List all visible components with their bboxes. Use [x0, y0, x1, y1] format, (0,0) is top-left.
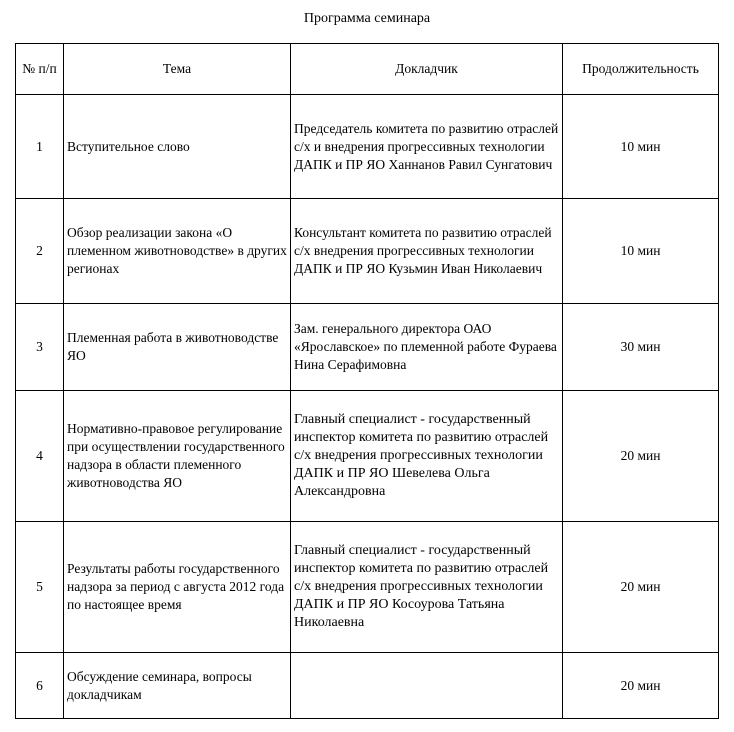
table-row: [16, 304, 719, 391]
header-duration: Продолжительность: [563, 44, 719, 95]
row-speaker: [291, 653, 563, 719]
row-topic: Нормативно-правовое регулирование при осуществлении государственного надзора в области племенного животноводства ЯО: [64, 391, 291, 522]
row-num: 3: [16, 304, 64, 391]
row-duration: 10 мин: [563, 199, 719, 304]
row-num: 1: [16, 95, 64, 199]
row-speaker: Председатель комитета по развитию отраслей с/х и внедрения прогрессивных технологии ДАПК и ПР ЯО Ханнанов Равил Сунгатович: [291, 95, 563, 199]
row-topic: Результаты работы государственного надзора за период с августа 2012 года по настоящее время: [64, 522, 291, 653]
row-num: 6: [16, 653, 64, 719]
row-topic: Вступительное слово: [64, 95, 291, 199]
table-header-row: [16, 44, 719, 95]
row-speaker: Консультант комитета по развитию отраслей с/х внедрения прогрессивных технологии ДАПК и ПР ЯО Кузьмин Иван Николаевич: [291, 199, 563, 304]
row-speaker: Зам. генерального директора ОАО «Ярославское» по племенной работе Фураева Нина Серафимовна: [291, 304, 563, 391]
row-duration: 10 мин: [563, 95, 719, 199]
row-duration: 20 мин: [563, 653, 719, 719]
row-topic: Обзор реализации закона «О племенном животноводстве» в других регионах: [64, 199, 291, 304]
row-duration: 20 мин: [563, 522, 719, 653]
header-num: № п/п: [16, 44, 64, 95]
table-row: [16, 95, 719, 199]
row-num: 4: [16, 391, 64, 522]
row-duration: 30 мин: [563, 304, 719, 391]
row-num: 2: [16, 199, 64, 304]
row-speaker: Главный специалист - государственный инспектор комитета по развитию отраслей с/х внедрения прогрессивных технологии ДАПК и ПР ЯО Косоурова Татьяна Николаевна: [291, 522, 563, 653]
table-row: [16, 391, 719, 522]
program-table: [15, 43, 719, 719]
row-topic: Обсуждение семинара, вопросы докладчикам: [64, 653, 291, 719]
header-speaker: Докладчик: [291, 44, 563, 95]
header-topic: Тема: [64, 44, 291, 95]
row-speaker: Главный специалист - государственный инспектор комитета по развитию отраслей с/х внедрения прогрессивных технологии ДАПК и ПР ЯО Шевелева Ольга Александровна: [291, 391, 563, 522]
row-topic: Племенная работа в животноводстве ЯО: [64, 304, 291, 391]
row-num: 5: [16, 522, 64, 653]
row-duration: 20 мин: [563, 391, 719, 522]
table-row: [16, 199, 719, 304]
table-row: [16, 653, 719, 719]
document-title: Программа семинара: [303, 11, 431, 26]
table-row: [16, 522, 719, 653]
